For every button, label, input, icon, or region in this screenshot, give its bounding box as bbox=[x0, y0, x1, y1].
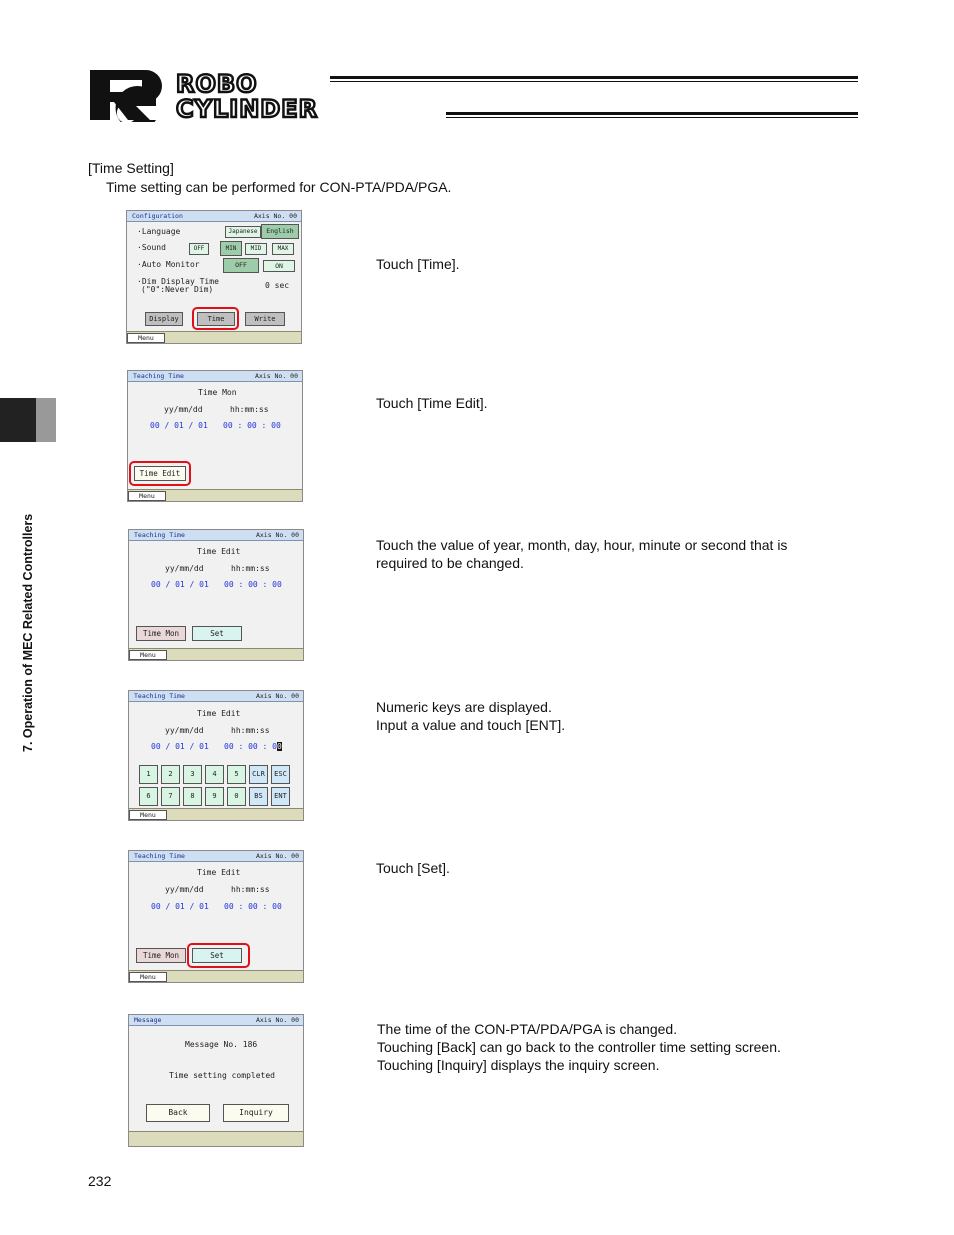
time-button-highlight bbox=[192, 307, 239, 330]
sound-label: ·Sound bbox=[137, 243, 166, 252]
message-bottombar bbox=[129, 1131, 303, 1146]
key-4[interactable]: 4 bbox=[205, 765, 224, 784]
time-button[interactable]: Time bbox=[197, 312, 235, 326]
dim-display-value[interactable]: 0 sec bbox=[265, 281, 290, 290]
seconds-cursor: 0 bbox=[276, 742, 282, 751]
time-value[interactable]: 00 : 00 : 00 bbox=[224, 580, 282, 589]
date-format-label: yy/mm/dd bbox=[165, 726, 204, 735]
time-mon-heading: Time Mon bbox=[198, 388, 237, 397]
keypad-screen bbox=[128, 690, 304, 821]
date-value: 00 / 01 / 01 bbox=[150, 421, 208, 430]
config-axis: Axis No. 00 bbox=[253, 212, 297, 220]
time-mon-screen bbox=[127, 370, 303, 502]
key-2[interactable]: 2 bbox=[161, 765, 180, 784]
time-edit-heading: Time Edit bbox=[197, 868, 241, 877]
set-button[interactable]: Set bbox=[192, 626, 242, 641]
time-edit-set-title: Teaching Time bbox=[134, 852, 185, 860]
message-number: Message No. 186 bbox=[185, 1040, 258, 1049]
time-edit-titlebar bbox=[129, 530, 303, 541]
date-value[interactable]: 00 / 01 / 01 bbox=[151, 580, 209, 589]
key-8[interactable]: 8 bbox=[183, 787, 202, 806]
write-button[interactable]: Write bbox=[245, 312, 285, 326]
logo-word-cylinder: CYLINDER bbox=[176, 95, 319, 123]
date-format-label: yy/mm/dd bbox=[164, 405, 203, 414]
time-edit-set-axis: Axis No. 00 bbox=[255, 852, 299, 860]
time-format-label: hh:mm:ss bbox=[231, 885, 270, 894]
keypad-axis: Axis No. 00 bbox=[255, 692, 299, 700]
date-format-label: yy/mm/dd bbox=[165, 564, 204, 573]
config-screen bbox=[126, 210, 302, 344]
section-subheading: Time setting can be performed for CON-PTA/PDA/PGA. bbox=[106, 179, 452, 195]
chapter-tab bbox=[0, 398, 36, 442]
inquiry-button[interactable]: Inquiry bbox=[223, 1104, 289, 1122]
keypad-titlebar bbox=[129, 691, 303, 702]
config-titlebar bbox=[127, 211, 301, 222]
time-edit-screen bbox=[128, 529, 304, 661]
key-9[interactable]: 9 bbox=[205, 787, 224, 806]
step-4-instruction: Numeric keys are displayed. Input a value and touch [ENT]. bbox=[376, 699, 566, 733]
dim-display-sublabel: ("0":Never Dim) bbox=[141, 285, 214, 294]
step-1-instruction: Touch [Time]. bbox=[376, 256, 460, 272]
sound-max-button[interactable]: MAX bbox=[272, 243, 294, 255]
menu-button[interactable]: Menu bbox=[129, 810, 167, 820]
sound-min-button[interactable]: MIN bbox=[220, 241, 242, 256]
step-5-instruction: Touch [Set]. bbox=[376, 860, 450, 876]
auto-monitor-label: ·Auto Monitor bbox=[137, 260, 200, 269]
key-1[interactable]: 1 bbox=[139, 765, 158, 784]
date-format-label: yy/mm/dd bbox=[165, 885, 204, 894]
header-rule-top bbox=[330, 76, 858, 79]
rc-logo-icon bbox=[88, 68, 168, 122]
message-title: Message bbox=[134, 1016, 162, 1024]
key-bs[interactable]: BS bbox=[249, 787, 268, 806]
time-edit-button-highlight bbox=[129, 461, 191, 486]
chapter-label: 7. Operation of MEC Related Controllers bbox=[21, 513, 35, 752]
message-text: Time setting completed bbox=[169, 1071, 275, 1080]
time-edit-set-screen bbox=[128, 850, 304, 983]
key-5[interactable]: 5 bbox=[227, 765, 246, 784]
time-mon-axis: Axis No. 00 bbox=[254, 372, 298, 380]
logo-word-robo: ROBO bbox=[176, 70, 258, 98]
keypad-title: Teaching Time bbox=[134, 692, 185, 700]
step-6-instruction: The time of the CON-PTA/PDA/PGA is changed. Touching [Back] can go back to the controller time setting screen. Touching [Inquiry] displays the inquiry screen. bbox=[377, 1021, 781, 1073]
message-titlebar bbox=[129, 1015, 303, 1026]
menu-button[interactable]: Menu bbox=[127, 333, 165, 343]
sound-off-button[interactable]: OFF bbox=[189, 243, 209, 255]
time-value[interactable]: 00 : 00 : 00 bbox=[224, 902, 282, 911]
key-clr[interactable]: CLR bbox=[249, 765, 268, 784]
config-title: Configuration bbox=[132, 212, 183, 220]
auto-monitor-on-button[interactable]: ON bbox=[263, 260, 295, 272]
key-6[interactable]: 6 bbox=[139, 787, 158, 806]
set-button[interactable]: Set bbox=[192, 948, 242, 963]
key-7[interactable]: 7 bbox=[161, 787, 180, 806]
time-mon-title: Teaching Time bbox=[133, 372, 184, 380]
menu-button[interactable]: Menu bbox=[129, 972, 167, 982]
time-format-label: hh:mm:ss bbox=[231, 564, 270, 573]
time-format-label: hh:mm:ss bbox=[231, 726, 270, 735]
time-edit-set-titlebar bbox=[129, 851, 303, 862]
step-3-instruction: Touch the value of year, month, day, hour, minute or second that is required to be changed. bbox=[376, 537, 788, 571]
date-value[interactable]: 00 / 01 / 01 bbox=[151, 742, 209, 751]
language-english-button[interactable]: English bbox=[261, 224, 299, 239]
header-rule-bottom bbox=[446, 112, 858, 115]
time-value: 00 : 00 : 00 bbox=[223, 421, 281, 430]
time-edit-button[interactable]: Time Edit bbox=[134, 466, 186, 481]
message-axis: Axis No. 00 bbox=[255, 1016, 299, 1024]
time-mon-button[interactable]: Time Mon bbox=[136, 626, 186, 641]
key-0[interactable]: 0 bbox=[227, 787, 246, 806]
time-mon-button[interactable]: Time Mon bbox=[136, 948, 186, 963]
set-button-highlight bbox=[187, 943, 250, 968]
key-ent[interactable]: ENT bbox=[271, 787, 290, 806]
message-screen bbox=[128, 1014, 304, 1147]
time-edit-heading: Time Edit bbox=[197, 547, 241, 556]
menu-button[interactable]: Menu bbox=[128, 491, 166, 501]
auto-monitor-off-button[interactable]: OFF bbox=[223, 258, 259, 273]
time-value[interactable]: 00 : 00 : 00 bbox=[224, 742, 282, 751]
time-edit-axis: Axis No. 00 bbox=[255, 531, 299, 539]
back-button[interactable]: Back bbox=[146, 1104, 210, 1122]
time-mon-titlebar bbox=[128, 371, 302, 382]
display-button[interactable]: Display bbox=[145, 312, 183, 326]
key-esc[interactable]: ESC bbox=[271, 765, 290, 784]
step-2-instruction: Touch [Time Edit]. bbox=[376, 395, 488, 411]
language-japanese-button[interactable]: Japanese bbox=[225, 226, 261, 238]
header-rule-top-thin bbox=[330, 81, 858, 82]
page-number: 232 bbox=[88, 1173, 112, 1189]
dim-display-label: ·Dim Display Time bbox=[137, 277, 219, 286]
language-label: ·Language bbox=[137, 227, 181, 236]
chapter-tab-accent bbox=[36, 398, 56, 442]
section-heading: [Time Setting] bbox=[88, 160, 174, 176]
time-edit-title: Teaching Time bbox=[134, 531, 185, 539]
sound-mid-button[interactable]: MID bbox=[245, 243, 267, 255]
header-rule-bottom-thin bbox=[446, 117, 858, 118]
key-3[interactable]: 3 bbox=[183, 765, 202, 784]
keypad-heading: Time Edit bbox=[197, 709, 241, 718]
menu-button[interactable]: Menu bbox=[129, 650, 167, 660]
time-format-label: hh:mm:ss bbox=[230, 405, 269, 414]
date-value[interactable]: 00 / 01 / 01 bbox=[151, 902, 209, 911]
